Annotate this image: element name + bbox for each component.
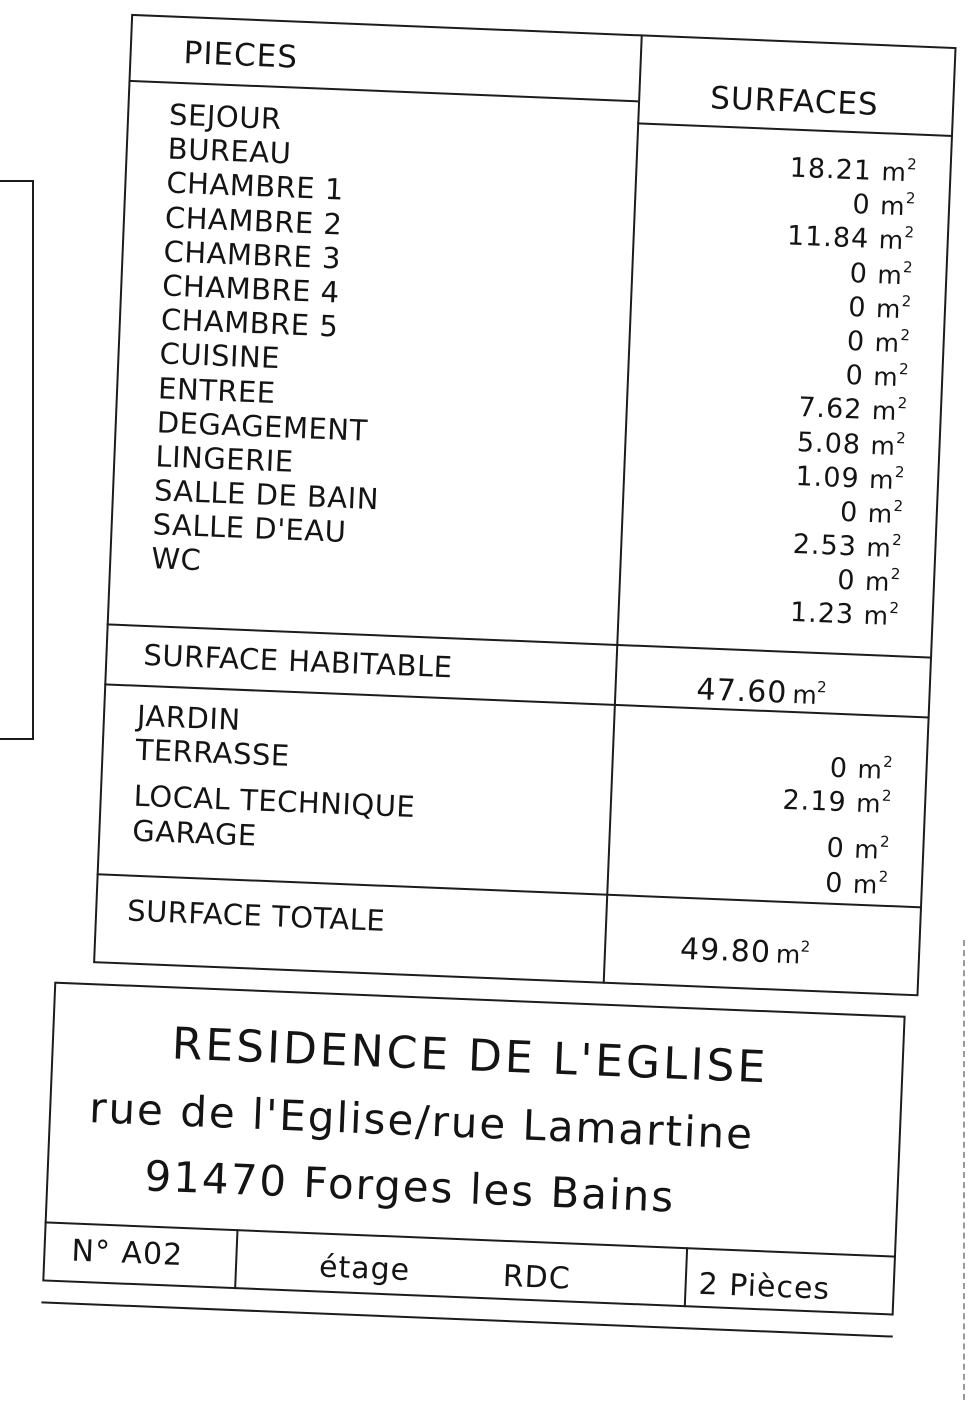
- unit-number: N° A02: [70, 1233, 184, 1273]
- row-area-value: 0: [839, 496, 869, 529]
- row-label: CUISINE: [158, 336, 281, 376]
- total-value: 49.80 $m^2$: [679, 931, 811, 971]
- extras-area-list: [779, 749, 894, 902]
- row-area: [774, 526, 903, 565]
- area-unit: $m^2$: [856, 752, 895, 785]
- row-area: [775, 492, 904, 531]
- row-area: [782, 321, 911, 360]
- row-area: [789, 150, 918, 189]
- row-label: CHAMBRE 4: [161, 268, 341, 310]
- row-area: [779, 863, 890, 902]
- city-address: 91470 Forges les Bains: [143, 1151, 677, 1222]
- area-unit: $m^2$: [853, 833, 891, 866]
- row-label: BUREAU: [167, 131, 293, 171]
- area-unit: $m^2$: [865, 530, 904, 563]
- area-unit: $m^2$: [876, 257, 915, 290]
- row-label: CHAMBRE 3: [163, 234, 342, 276]
- area-unit: $m^2$: [868, 462, 906, 495]
- row-label: JARDIN: [136, 698, 242, 737]
- area-unit: $m^2$: [880, 155, 919, 188]
- row-area-value: 0: [849, 257, 879, 290]
- area-unit: $m^2$: [874, 325, 912, 358]
- area-unit: $m^2$: [872, 360, 910, 393]
- area-unit: $m^2$: [875, 291, 913, 324]
- row-area: [786, 219, 915, 258]
- area-unit: $m^2$: [867, 496, 905, 529]
- row-label: LOCAL TECHNIQUE: [133, 779, 416, 825]
- row-area: [778, 424, 907, 463]
- habitable-value: 47.60 $m^2$: [695, 672, 827, 711]
- area-unit: $m^2$: [871, 394, 909, 427]
- row-area: [782, 783, 893, 822]
- row-label: ENTREE: [157, 370, 277, 410]
- row-area-value: 0: [824, 867, 854, 900]
- row-area-value: 0: [846, 325, 876, 358]
- residence-name: RESIDENCE DE L'EGLISE: [170, 1018, 770, 1094]
- row-label: GARAGE: [131, 813, 258, 853]
- row-area-value: 11.84: [786, 220, 880, 256]
- floor-value: RDC: [502, 1258, 572, 1297]
- extras-list: [132, 699, 419, 859]
- row-area: [785, 253, 914, 292]
- row-label: LINGERIE: [154, 439, 295, 479]
- row-area-value: 1.23: [789, 597, 865, 632]
- row-area-value: 0: [829, 752, 859, 785]
- row-area-value: 0: [825, 832, 855, 865]
- row-area: [784, 287, 913, 326]
- row-area-value: 0: [836, 564, 866, 598]
- row-area: [773, 560, 902, 599]
- area-unit: $m^2$: [864, 565, 902, 598]
- area-unit: $m^2$: [863, 599, 901, 632]
- row-label: SALLE D'EAU: [152, 507, 348, 550]
- row-area: [783, 749, 894, 788]
- area-unit: $m^2$: [855, 786, 893, 819]
- row-area: [777, 458, 906, 497]
- row-area: [771, 595, 900, 634]
- habitable-label: SURFACE HABITABLE: [142, 637, 454, 685]
- row-area-value: 5.08: [796, 426, 872, 461]
- row-label: SEJOUR: [168, 97, 283, 137]
- floor-label: étage: [318, 1249, 411, 1289]
- street-address: rue de l'Eglise/rue Lamartine: [88, 1083, 756, 1159]
- row-label: CHAMBRE 5: [160, 302, 339, 344]
- room-list: [151, 98, 395, 585]
- row-label: WC: [150, 541, 202, 578]
- row-label: SALLE DE BAIN: [153, 473, 380, 517]
- row-area-value: 0: [844, 360, 874, 393]
- header-surfaces: SURFACES: [709, 80, 880, 123]
- area-unit: $m^2$: [879, 189, 917, 222]
- area-unit: $m^2$: [878, 223, 916, 256]
- row-area: [781, 355, 910, 394]
- row-area: [788, 185, 917, 224]
- row-area-value: 18.21: [789, 152, 883, 188]
- row-label: CHAMBRE 2: [164, 200, 344, 242]
- rooms-count: 2 Pièces: [697, 1266, 831, 1307]
- row-area-value: 2.19: [781, 784, 857, 819]
- row-area: [780, 829, 891, 868]
- row-area-value: 0: [847, 291, 877, 324]
- area-unit: $m^2$: [870, 428, 908, 461]
- row-area-value: 0: [851, 189, 881, 222]
- total-label: SURFACE TOTALE: [126, 893, 386, 938]
- room-area-list: [771, 150, 918, 633]
- area-unit: $m^2$: [852, 867, 890, 900]
- row-label: CHAMBRE 1: [165, 165, 345, 207]
- row-label: TERRASSE: [134, 732, 291, 774]
- row-area-value: 1.09: [794, 460, 870, 495]
- row-area: [779, 390, 908, 429]
- row-area-value: 2.53: [792, 528, 868, 563]
- row-area-value: 7.62: [797, 392, 873, 427]
- header-rooms: PIECES: [182, 35, 299, 76]
- row-label: DEGAGEMENT: [156, 404, 369, 448]
